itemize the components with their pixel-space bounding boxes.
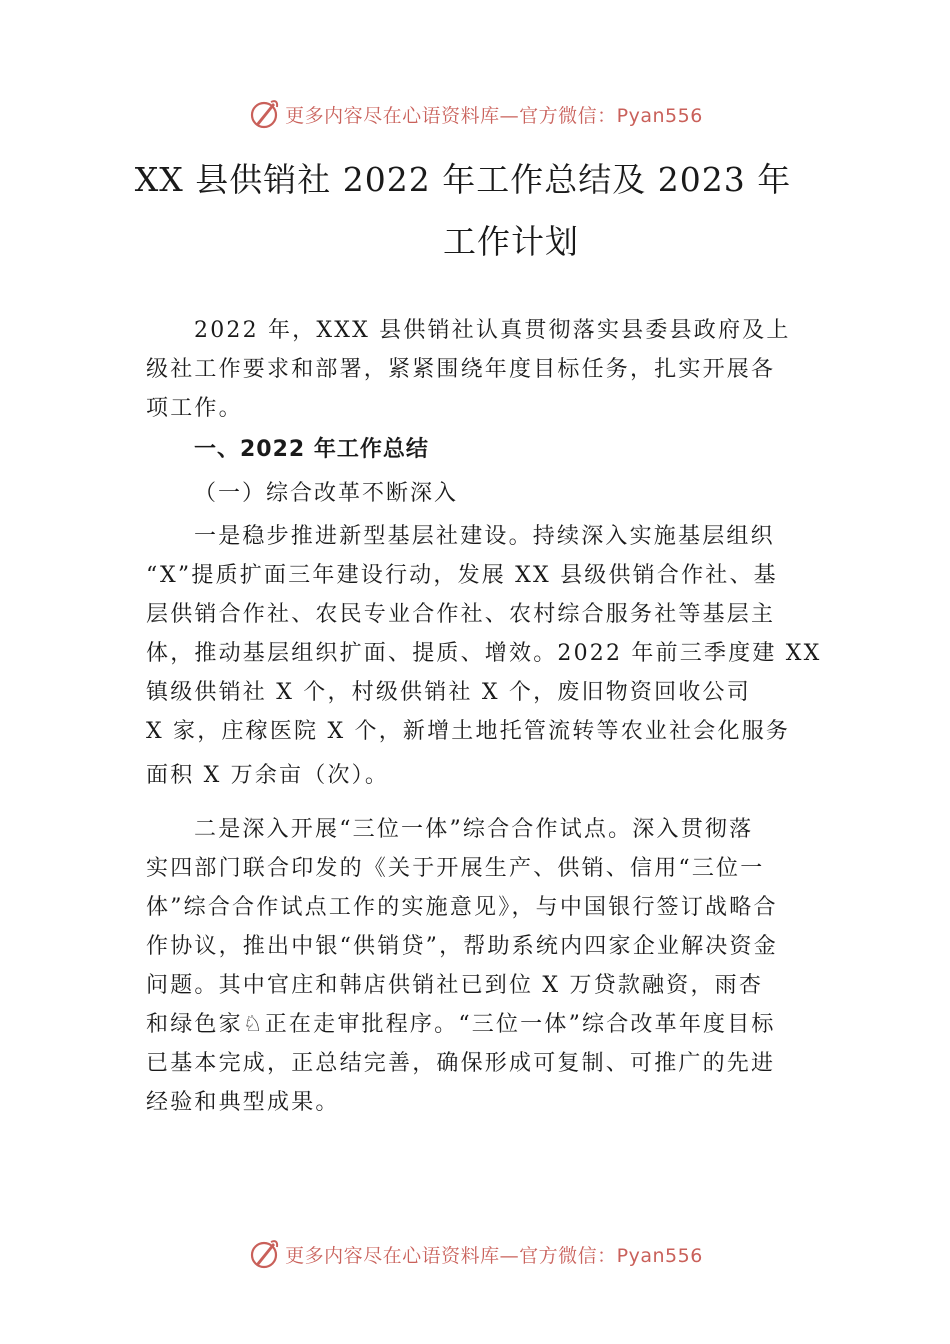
text-line: 体，推动基层组织扩面、提质、增效。2022 年前三季度建 XX — [146, 641, 822, 666]
intro-paragraph — [146, 311, 791, 428]
text-line: “X”提质扩面三年建设行动，发展 XX 县级供销合作社、基 — [146, 563, 778, 588]
text-line: 二是深入开展“三位一体”综合合作试点。深入贯彻落 — [194, 817, 754, 842]
watermark-text: 更多内容尽在心语资料库—官方微信：Pyan556 — [285, 104, 703, 127]
text-line: 一是稳步推进新型基层社建设。持续深入实施基层组织 — [194, 524, 775, 549]
text-line: X 家，庄稼医院 X 个，新增土地托管流转等农业社会化服务 — [146, 719, 791, 744]
watermark-header — [0, 94, 950, 134]
text-line: 实四部门联合印发的《关于开展生产、供销、信用“三位一 — [146, 856, 765, 881]
text-line: 项工作。 — [146, 396, 243, 421]
text-line: 经验和典型成果。 — [146, 1090, 340, 1115]
text-line: 层供销合作社、农民专业合作社、农村综合服务社等基层主 — [146, 602, 776, 627]
document-title-line-1: XX 县供销社 2022 年工作总结及 2023 年 — [134, 160, 792, 199]
body-paragraph-2 — [146, 810, 778, 1122]
document-title-line-2: 工作计划 — [443, 222, 579, 261]
text-line: 面积 X 万余亩（次）。 — [146, 763, 390, 788]
watermark-text: 更多内容尽在心语资料库—官方微信：Pyan556 — [285, 1244, 703, 1267]
text-line: 级社工作要求和部署，紧紧围绕年度目标任务，扎实开展各 — [146, 357, 776, 382]
watermark-footer — [0, 1234, 950, 1274]
body-paragraph-1 — [146, 517, 822, 795]
subsection-heading: （一）综合改革不断深入 — [194, 481, 459, 506]
text-line: 2022 年，XXX 县供销社认真贯彻落实县委县政府及上 — [194, 318, 791, 343]
quill-pen-logo-icon — [247, 97, 281, 131]
quill-pen-logo-icon — [247, 1237, 281, 1271]
text-line: 镇级供销社 X 个，村级供销社 X 个，废旧物资回收公司 — [146, 680, 751, 705]
section-heading: 一、2022 年工作总结 — [194, 437, 429, 462]
text-line: 作协议，推出中银“供销贷”，帮助系统内四家企业解决资金 — [146, 934, 778, 959]
text-line: 和绿色家♘正在走审批程序。“三位一体”综合改革年度目标 — [146, 1012, 776, 1037]
text-line: 问题。其中官庄和韩店供销社已到位 X 万贷款融资，雨杏 — [146, 973, 764, 998]
text-line: 已基本完成，正总结完善，确保形成可复制、可推广的先进 — [146, 1051, 776, 1076]
text-line: 体”综合合作试点工作的实施意见》，与中国银行签订战略合 — [146, 895, 778, 920]
